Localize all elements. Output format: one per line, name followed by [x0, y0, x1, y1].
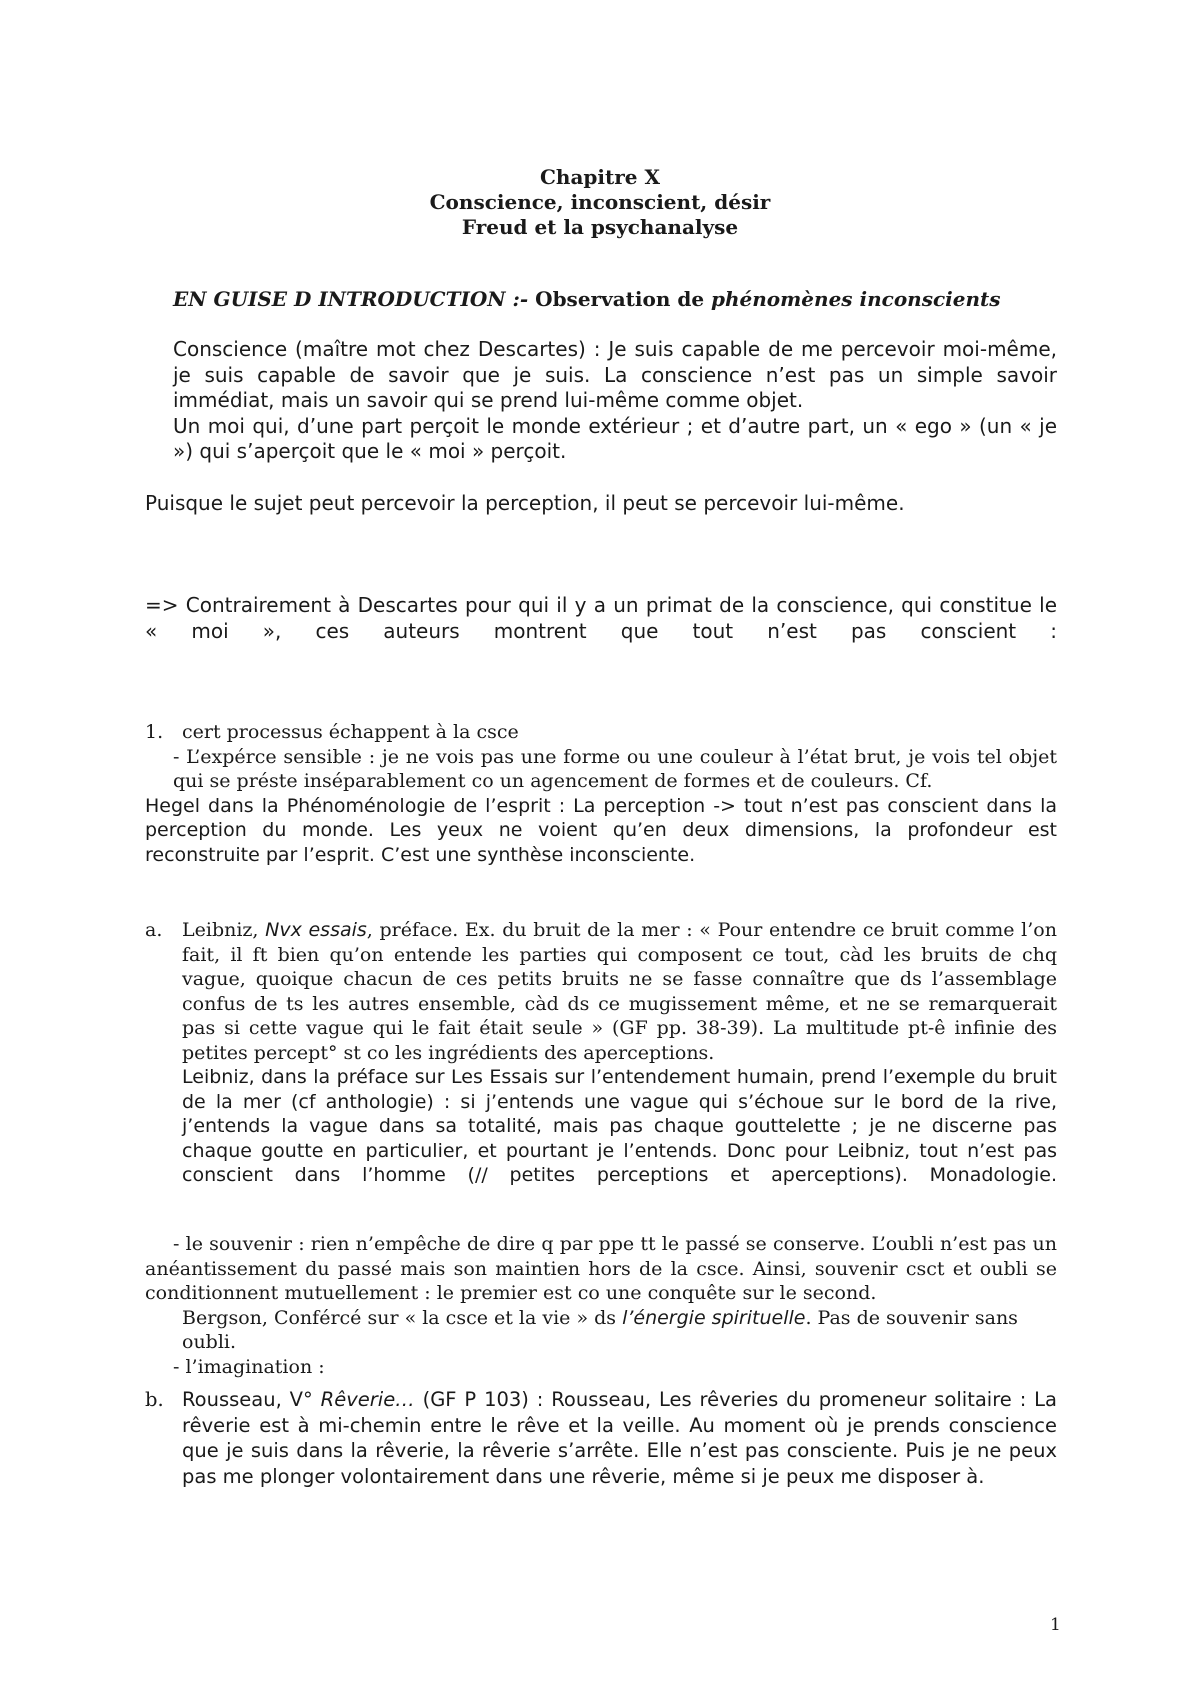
item-b-text: (GF P 103) : Rousseau, Les rêveries du promeneur solitaire : La rêverie est à mi-chemin entre le rêve et la veille. Au moment où je prends conscience que je suis dans la rêverie, la rêverie s’arrête. Elle n’est pas consciente. Puis je ne peux pas me plonger volontairement dans une rêverie, même si je peux me disposer à. [182, 1388, 1057, 1488]
item-b-marker: b. [145, 1388, 164, 1411]
contrairement-text: => Contrairement à Descartes pour qui il y a un primat de la conscience, qui constitue le « moi », ces auteurs montrent que tout n’est pas conscient : [145, 593, 1057, 643]
title-block [0, 165, 1200, 240]
moi-paragraph [145, 414, 1057, 465]
bergson-paragraph [145, 1306, 1057, 1355]
conscience-paragraphs [145, 337, 1057, 516]
intro-text: Observation de [528, 287, 712, 311]
chapter-subtitle: Conscience, inconscient, désir [429, 190, 771, 214]
section-1-title: cert processus échappent à la csce [182, 721, 519, 743]
bergson-lead: Bergson, Confércé sur « la csce et la vie » ds [182, 1306, 623, 1329]
section-1-heading [145, 720, 1057, 745]
souvenir-section [145, 1232, 1057, 1379]
section-1-marker: 1. [145, 721, 164, 743]
intro-text-italic: phénomènes inconscients [711, 287, 1001, 311]
intro-heading [173, 287, 1001, 311]
item-a-leibniz-text: Leibniz, dans la préface sur Les Essais sur l’entendement humain, prend l’exemple du bruit de la mer (cf anthologie) : si j’entends une vague qui s’échoue sur le bord de la rive, j’entends la vague dans sa totalité, mais pas chaque gouttelette ; je ne discerne pas chaque goutte en particulier, et pourtant je l’entends. Donc pour Leibniz, tout n’est pas conscient dans l’homme (// petites perceptions et aperceptions). Monadologie. [182, 1066, 1057, 1186]
imagination-line [145, 1355, 1057, 1380]
perception-paragraph [145, 491, 1057, 517]
perception-paragraph-text: Puisque le sujet peut percevoir la perception, il peut se percevoir lui-même. [145, 490, 905, 515]
item-a [145, 918, 1057, 1188]
page-number: 1 [1050, 1615, 1061, 1635]
item-a-lead: Leibniz, [182, 919, 266, 941]
item-a-text: , préface. Ex. du bruit de la mer : « Pour entendre ce bruit comme l’on fait, il ft bien qu’on entende les parties qui composent ce tout, càd les bruits de chq vague, quoique chacun de ces petits bruits ne se fasse connaître que ds l’assemblage confus de ts les autres ensemble, càd ds ce mugissement même, et ne se remarquerait pas si cette vague qui le fait était seule » (GF pp. 38-39). La multitude pt-ê infinie des petites percept° st co les ingrédients des aperceptions. [182, 919, 1057, 1064]
item-b-lead: Rousseau, V° [182, 1388, 321, 1411]
item-a-lead-italic: Nvx essais [265, 919, 367, 941]
bergson-tail: . Pas de souvenir sans oubli. [182, 1306, 1018, 1353]
item-b-lead-italic: Rêverie… [320, 1388, 415, 1411]
moi-paragraph-text: Un moi qui, d’une part perçoit le monde extérieur ; et d’autre part, un « ego » (un « je ») qui s’aperçoit que le « moi » perçoit. [173, 413, 1057, 463]
imagination-text: - l’imagination : [173, 1355, 325, 1378]
conscience-paragraph [145, 337, 1057, 414]
experience-sensible-text: - L’expérce sensible : je ne vois pas une forme ou une couleur à l’état brut, je vois tel objet qui se préste inséparablement co un agencement de formes et de couleurs. Cf. [173, 745, 1057, 792]
chapter-subsubtitle: Freud et la psychanalyse [461, 215, 739, 239]
intro-label: EN GUISE D INTRODUCTION :- [173, 287, 529, 311]
item-a-leibniz-paragraph [145, 1065, 1057, 1188]
item-b [145, 1387, 1057, 1489]
item-a-body [145, 918, 1057, 1065]
contrairement-paragraph [145, 593, 1057, 644]
hegel-paragraph [145, 794, 1057, 868]
chapter-title: Chapitre X [540, 165, 660, 189]
souvenir-text: - le souvenir : rien n’empêche de dire q par ppe tt le passé se conserve. L’oubli n’est pas un anéantissement du passé mais son maintien hors de la csce. Ainsi, souvenir csct et oubli se conditionnent mutuellement : le premier est co une conquête sur le second. [145, 1233, 1057, 1304]
experience-sensible [145, 745, 1057, 794]
souvenir-paragraph [145, 1232, 1057, 1306]
section-1 [145, 720, 1057, 867]
item-a-marker: a. [145, 919, 163, 941]
bergson-italic: l’énergie spirituelle [622, 1306, 806, 1329]
conscience-paragraph-text: Conscience (maître mot chez Descartes) : Je suis capable de me percevoir moi-même, je suis capable de savoir que je suis. La conscience n’est pas un simple savoir immédiat, mais un savoir qui se prend lui-même comme objet. [173, 337, 1057, 412]
item-b-body [145, 1387, 1057, 1489]
hegel-text: Hegel dans la Phénoménologie de l’esprit : La perception -> tout n’est pas conscient dans la perception du monde. Les yeux ne voient qu’en deux dimensions, la profondeur est reconstruite par l’esprit. C’est une synthèse inconsciente. [145, 794, 1057, 866]
